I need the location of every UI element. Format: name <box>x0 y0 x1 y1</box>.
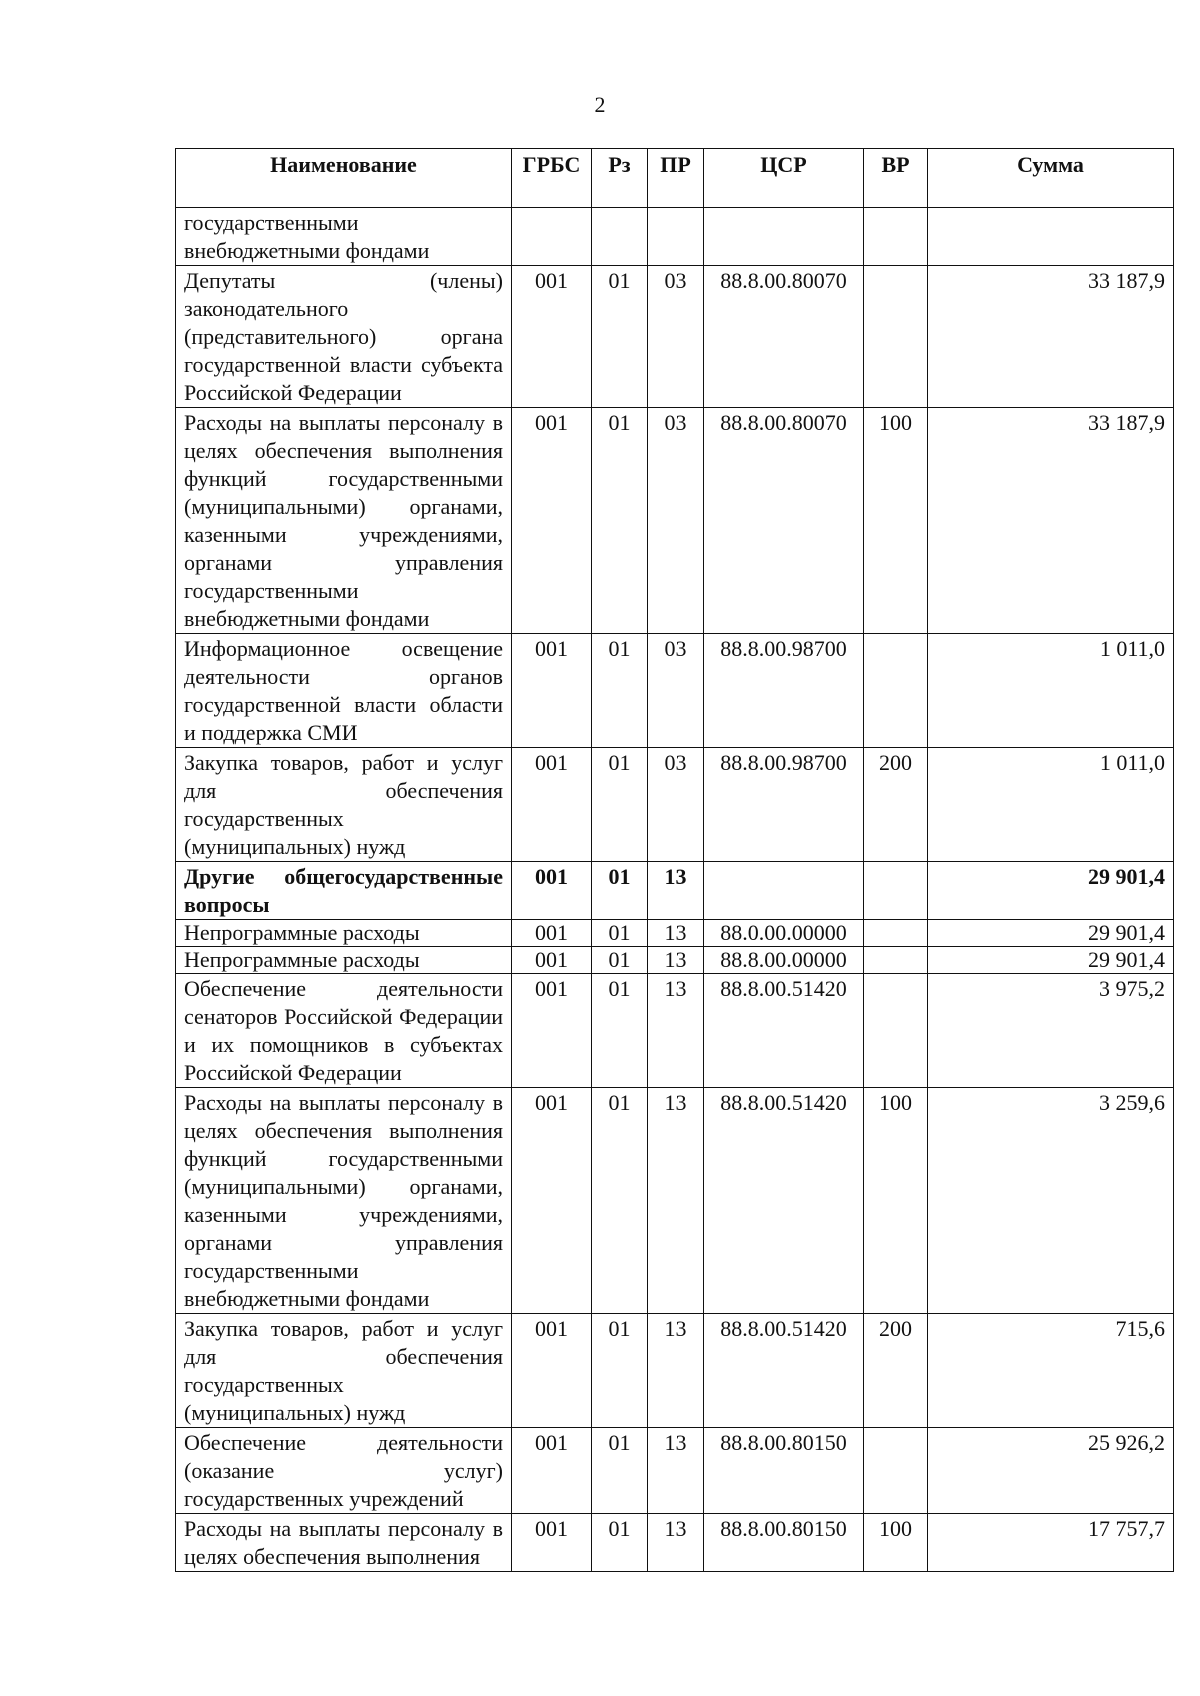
table-row <box>176 1514 1174 1572</box>
cell-sum: 17 757,7 <box>928 1514 1174 1572</box>
cell-pr: 13 <box>648 947 704 974</box>
table-row <box>176 634 1174 748</box>
cell-sum: 715,6 <box>928 1314 1174 1428</box>
cell-name: Обеспечение деятельности сенаторов Российской Федерации и их помощников в субъектах Российской Федерации <box>176 974 512 1088</box>
column-header-grbs: ГРБС <box>512 149 592 208</box>
table-body <box>176 208 1174 1572</box>
cell-rz: 01 <box>592 1428 648 1514</box>
column-header-pr: ПР <box>648 149 704 208</box>
cell-name: Расходы на выплаты персоналу в целях обеспечения выполнения <box>176 1514 512 1572</box>
cell-sum: 3 259,6 <box>928 1088 1174 1314</box>
cell-rz: 01 <box>592 1314 648 1428</box>
cell-csr: 88.8.00.98700 <box>704 748 864 862</box>
cell-pr: 13 <box>648 1428 704 1514</box>
cell-grbs: 001 <box>512 920 592 947</box>
cell-rz: 01 <box>592 974 648 1088</box>
cell-grbs: 001 <box>512 1428 592 1514</box>
cell-csr: 88.8.00.80070 <box>704 266 864 408</box>
cell-vr <box>864 266 928 408</box>
table-row <box>176 862 1174 920</box>
cell-sum: 29 901,4 <box>928 862 1174 920</box>
cell-rz: 01 <box>592 862 648 920</box>
table-row <box>176 974 1174 1088</box>
cell-vr <box>864 862 928 920</box>
cell-pr: 13 <box>648 974 704 1088</box>
cell-name: Непрограммные расходы <box>176 920 512 947</box>
cell-csr: 88.8.00.00000 <box>704 947 864 974</box>
cell-csr: 88.8.00.80150 <box>704 1428 864 1514</box>
table-row <box>176 1314 1174 1428</box>
cell-csr: 88.8.00.98700 <box>704 634 864 748</box>
cell-vr: 100 <box>864 408 928 634</box>
cell-vr: 100 <box>864 1088 928 1314</box>
table-row <box>176 1088 1174 1314</box>
table-row <box>176 748 1174 862</box>
cell-rz: 01 <box>592 408 648 634</box>
cell-name: Обеспечение деятельности (оказание услуг) государственных учреждений <box>176 1428 512 1514</box>
cell-pr: 03 <box>648 266 704 408</box>
cell-sum <box>928 208 1174 266</box>
cell-vr <box>864 974 928 1088</box>
cell-name: Депутаты (члены) законодательного (представительного) органа государственной власти субъекта Российской Федерации <box>176 266 512 408</box>
column-header-rz: Рз <box>592 149 648 208</box>
cell-name: государственными внебюджетными фондами <box>176 208 512 266</box>
table-header-row <box>176 149 1174 208</box>
cell-grbs: 001 <box>512 266 592 408</box>
cell-csr: 88.8.00.80150 <box>704 1514 864 1572</box>
cell-pr: 13 <box>648 862 704 920</box>
cell-grbs <box>512 208 592 266</box>
cell-rz: 01 <box>592 947 648 974</box>
cell-pr: 13 <box>648 920 704 947</box>
cell-csr <box>704 208 864 266</box>
cell-name: Закупка товаров, работ и услуг для обеспечения государственных (муниципальных) нужд <box>176 748 512 862</box>
cell-pr: 13 <box>648 1314 704 1428</box>
cell-sum: 29 901,4 <box>928 920 1174 947</box>
cell-grbs: 001 <box>512 1314 592 1428</box>
cell-rz: 01 <box>592 1514 648 1572</box>
cell-csr: 88.8.00.80070 <box>704 408 864 634</box>
table-row <box>176 408 1174 634</box>
cell-rz: 01 <box>592 748 648 862</box>
cell-csr: 88.8.00.51420 <box>704 1088 864 1314</box>
cell-vr: 200 <box>864 748 928 862</box>
cell-csr: 88.0.00.00000 <box>704 920 864 947</box>
table-row <box>176 920 1174 947</box>
cell-grbs: 001 <box>512 748 592 862</box>
cell-sum: 1 011,0 <box>928 634 1174 748</box>
column-header-vr: ВР <box>864 149 928 208</box>
cell-grbs: 001 <box>512 1514 592 1572</box>
cell-grbs: 001 <box>512 408 592 634</box>
cell-rz: 01 <box>592 920 648 947</box>
cell-name: Другие общегосударственные вопросы <box>176 862 512 920</box>
cell-grbs: 001 <box>512 974 592 1088</box>
cell-name: Информационное освещение деятельности органов государственной власти области и поддержка СМИ <box>176 634 512 748</box>
cell-sum: 33 187,9 <box>928 266 1174 408</box>
cell-csr <box>704 862 864 920</box>
cell-grbs: 001 <box>512 1088 592 1314</box>
cell-name: Закупка товаров, работ и услуг для обеспечения государственных (муниципальных) нужд <box>176 1314 512 1428</box>
column-header-sum: Сумма <box>928 149 1174 208</box>
cell-rz <box>592 208 648 266</box>
cell-sum: 3 975,2 <box>928 974 1174 1088</box>
cell-rz: 01 <box>592 1088 648 1314</box>
cell-name: Непрограммные расходы <box>176 947 512 974</box>
cell-vr: 100 <box>864 1514 928 1572</box>
column-header-name: Наименование <box>176 149 512 208</box>
page-number: 2 <box>594 92 606 117</box>
cell-name: Расходы на выплаты персоналу в целях обеспечения выполнения функций государственными (муниципальными) органами, казенными учреждениями, органами управления государственными внебюджетными фондами <box>176 1088 512 1314</box>
cell-csr: 88.8.00.51420 <box>704 974 864 1088</box>
cell-vr <box>864 947 928 974</box>
cell-name: Расходы на выплаты персоналу в целях обеспечения выполнения функций государственными (муниципальными) органами, казенными учреждениями, органами управления государственными внебюджетными фондами <box>176 408 512 634</box>
cell-grbs: 001 <box>512 947 592 974</box>
cell-vr <box>864 1428 928 1514</box>
cell-pr <box>648 208 704 266</box>
cell-vr <box>864 208 928 266</box>
budget-table <box>175 148 1174 1572</box>
cell-pr: 13 <box>648 1088 704 1314</box>
cell-pr: 03 <box>648 408 704 634</box>
cell-grbs: 001 <box>512 862 592 920</box>
cell-pr: 03 <box>648 634 704 748</box>
table-row <box>176 208 1174 266</box>
cell-sum: 1 011,0 <box>928 748 1174 862</box>
cell-vr <box>864 634 928 748</box>
cell-rz: 01 <box>592 634 648 748</box>
cell-vr <box>864 920 928 947</box>
cell-sum: 25 926,2 <box>928 1428 1174 1514</box>
cell-grbs: 001 <box>512 634 592 748</box>
cell-pr: 13 <box>648 1514 704 1572</box>
cell-rz: 01 <box>592 266 648 408</box>
table-row <box>176 266 1174 408</box>
table-row <box>176 947 1174 974</box>
cell-vr: 200 <box>864 1314 928 1428</box>
cell-sum: 33 187,9 <box>928 408 1174 634</box>
cell-sum: 29 901,4 <box>928 947 1174 974</box>
column-header-csr: ЦСР <box>704 149 864 208</box>
cell-csr: 88.8.00.51420 <box>704 1314 864 1428</box>
table-row <box>176 1428 1174 1514</box>
cell-pr: 03 <box>648 748 704 862</box>
